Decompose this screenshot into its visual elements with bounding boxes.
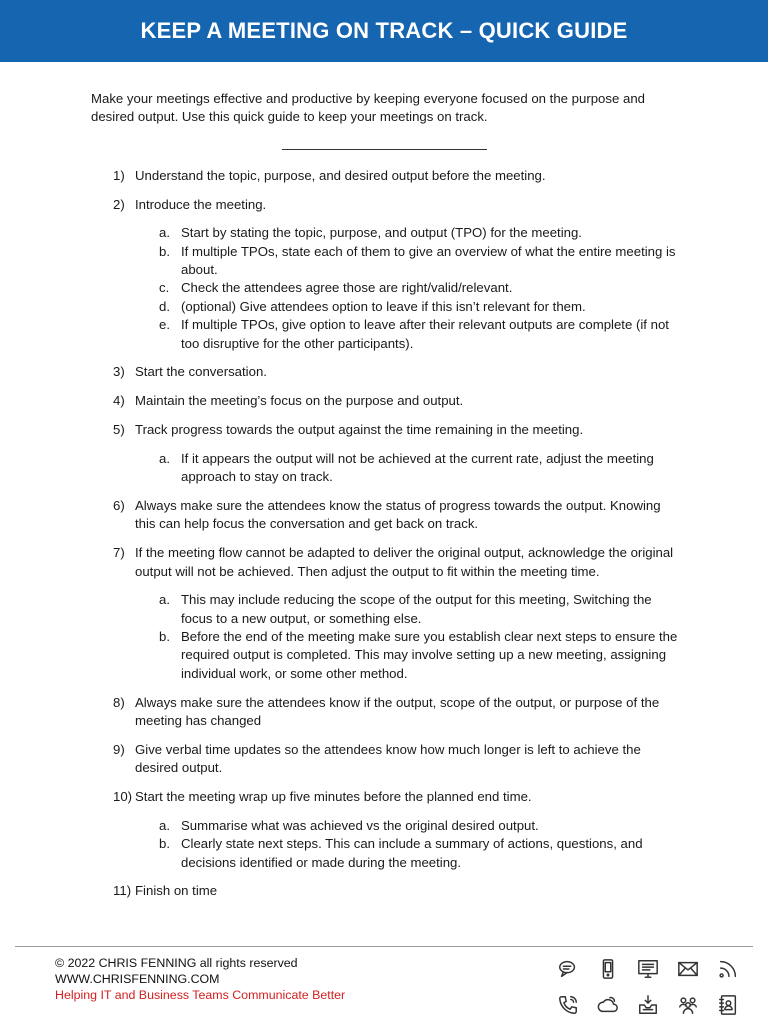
cloud-icon[interactable]	[588, 990, 628, 1020]
step-number: 4)	[113, 393, 125, 409]
substep-item	[159, 224, 678, 242]
substep-text: (optional) Give attendees option to leave if this isn’t relevant for them.	[181, 298, 586, 314]
step-number: 10)	[113, 789, 133, 805]
step-text: Start the conversation.	[135, 364, 267, 380]
step-item	[0, 363, 768, 381]
step-item	[0, 882, 768, 900]
contacts-icon[interactable]	[708, 990, 748, 1020]
step-text: Maintain the meeting’s focus on the purpose and output.	[135, 393, 464, 409]
separator-line	[282, 149, 487, 150]
step-item	[0, 196, 768, 353]
step-text: Start the meeting wrap up five minutes before the planned end time.	[135, 789, 532, 805]
substep-item	[159, 279, 678, 297]
footer-icons	[548, 954, 748, 1020]
step-number: 11)	[113, 883, 132, 899]
substep-text: Summarise what was achieved vs the original desired output.	[181, 817, 539, 833]
step-item	[0, 497, 768, 534]
substep-item	[159, 243, 678, 280]
intro-paragraph: Make your meetings effective and productive by keeping everyone focused on the purpose and desired output. Use this quick guide to keep your meetings on track.	[91, 91, 645, 125]
substep-letter: a.	[159, 450, 170, 466]
substep-letter: a.	[159, 817, 170, 833]
step-text: Understand the topic, purpose, and desired output before the meeting.	[135, 167, 546, 183]
copyright-text: © 2022 CHRIS FENNING all rights reserved	[55, 956, 298, 970]
step-item	[0, 392, 768, 410]
substep-item	[159, 298, 678, 316]
substep-text: This may include reducing the scope of the output for this meeting, Switching the focus to a new output, or something else.	[181, 592, 652, 626]
mail-icon[interactable]	[668, 954, 708, 984]
substep-letter: c.	[159, 280, 170, 296]
substep-item	[159, 628, 678, 683]
substep-letter: d.	[159, 298, 170, 314]
step-item	[0, 421, 768, 486]
substep-letter: b.	[159, 628, 170, 644]
step-number: 5)	[113, 422, 125, 438]
footer	[55, 955, 345, 1003]
step-item	[0, 167, 768, 185]
group-icon[interactable]	[668, 990, 708, 1020]
substep-item	[159, 316, 678, 353]
step-number: 2)	[113, 196, 125, 212]
step-item	[0, 741, 768, 778]
substep-letter: e.	[159, 317, 170, 333]
phone-icon[interactable]	[548, 990, 588, 1020]
step-number: 7)	[113, 545, 125, 561]
substep-item	[159, 450, 678, 487]
substep-text: Clearly state next steps. This can include a summary of actions, questions, and decisions identified or made during the meeting.	[181, 836, 643, 870]
substep-letter: a.	[159, 225, 170, 241]
step-number: 1)	[113, 167, 125, 183]
step-number: 6)	[113, 498, 125, 513]
step-text: Give verbal time updates so the attendees know how much longer is left to achieve the desired output.	[135, 741, 641, 776]
step-number: 3)	[113, 364, 125, 380]
page-title: KEEP A MEETING ON TRACK – QUICK GUIDE	[140, 18, 628, 43]
guide-content	[0, 90, 768, 911]
mobile-icon[interactable]	[588, 954, 628, 984]
substep-text: Start by stating the topic, purpose, and output (TPO) for the meeting.	[181, 225, 582, 241]
substep-text: Before the end of the meeting make sure you establish clear next steps to ensure the required output is completed. This may involve setting up a new meeting, assigning individual work, or some other method.	[181, 628, 678, 681]
website-link[interactable]: WWW.CHRISFENNING.COM	[55, 972, 220, 986]
substep-text: If multiple TPOs, state each of them to give an overview of what the entire meeting is about.	[181, 243, 676, 277]
step-text: Introduce the meeting.	[135, 196, 267, 212]
step-item	[0, 544, 768, 683]
substep-list	[135, 591, 678, 683]
substep-letter: b.	[159, 836, 170, 852]
substep-text: Check the attendees agree those are right/valid/relevant.	[181, 280, 513, 296]
monitor-icon[interactable]	[628, 954, 668, 984]
substep-letter: b.	[159, 243, 170, 259]
substep-item	[159, 591, 678, 628]
substep-text: If it appears the output will not be achieved at the current rate, adjust the meeting approach to stay on track.	[181, 450, 654, 485]
step-text: Finish on time	[135, 883, 218, 899]
tagline: Helping IT and Business Teams Communicate Better	[55, 988, 346, 1002]
substep-item	[159, 835, 678, 872]
footer-divider	[15, 946, 753, 947]
page-header	[0, 0, 768, 62]
substep-text: If multiple TPOs, give option to leave after their relevant outputs are complete (if not too disruptive for the other participants).	[181, 317, 669, 351]
chat-icon[interactable]	[548, 954, 588, 984]
substep-list	[135, 817, 678, 872]
step-item	[0, 788, 768, 872]
step-number: 8)	[113, 694, 125, 710]
step-number: 9)	[113, 741, 125, 757]
step-text: If the meeting flow cannot be adapted to deliver the original output, acknowledge the original output will not be achieved. Then adjust the output to fit within the meeting time.	[135, 545, 674, 579]
inbox-icon[interactable]	[628, 990, 668, 1020]
step-item	[0, 694, 768, 731]
step-text: Always make sure the attendees know if the output, scope of the output, or purpose of the meeting has changed	[135, 694, 660, 729]
step-text: Track progress towards the output against the time remaining in the meeting.	[135, 422, 584, 438]
steps-list	[0, 167, 768, 901]
substep-letter: a.	[159, 592, 170, 608]
substep-list	[135, 450, 678, 487]
step-text: Always make sure the attendees know the status of progress towards the output. Knowing this can help focus the conversation and get back on track.	[135, 498, 661, 532]
substep-list	[135, 224, 678, 353]
substep-item	[159, 817, 678, 835]
rss-icon[interactable]	[708, 954, 748, 984]
